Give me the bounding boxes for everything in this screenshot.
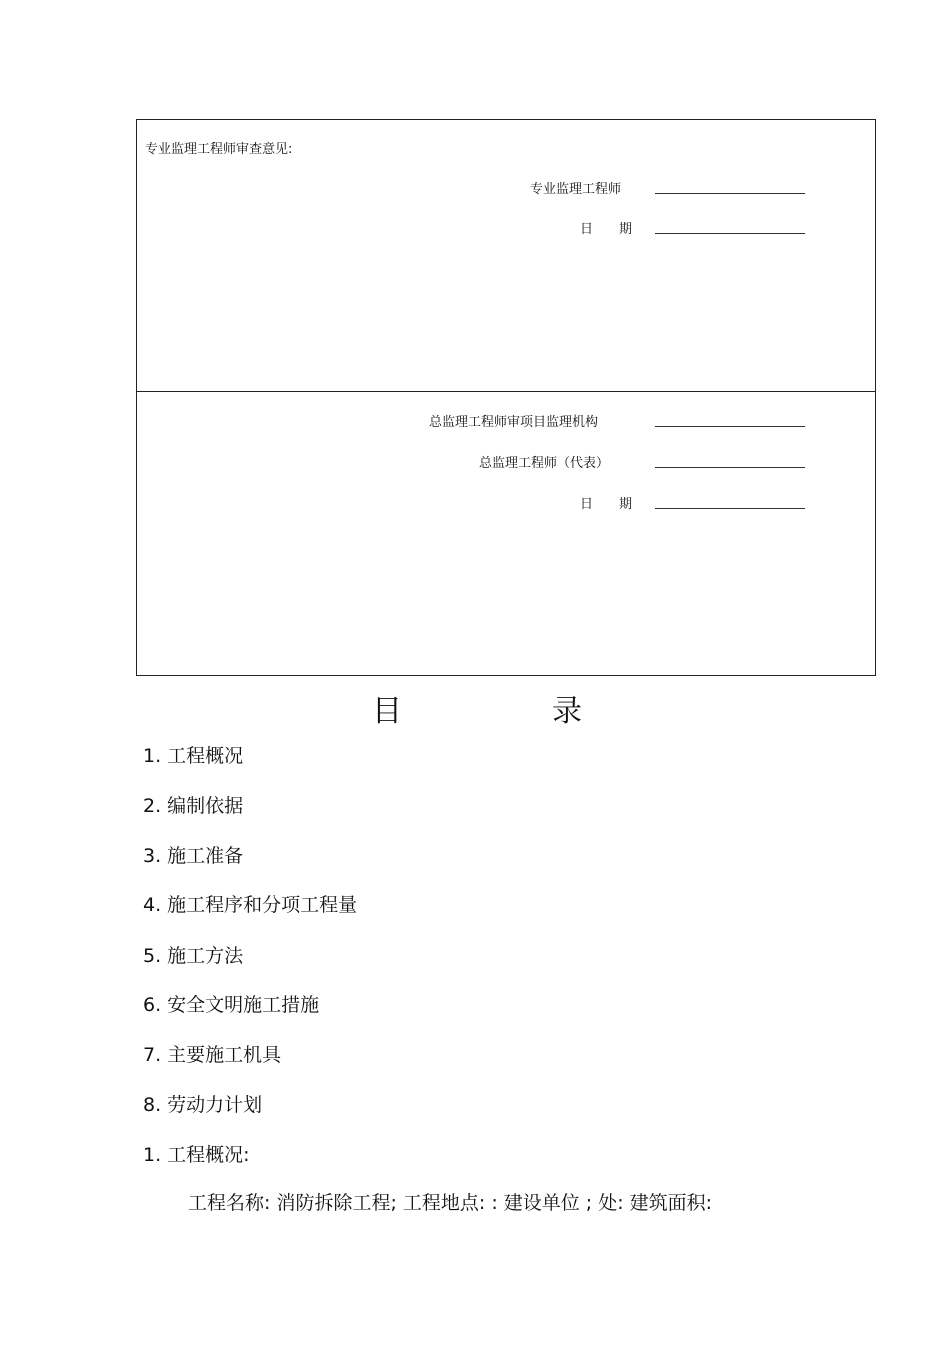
date-label-2: 日 期 bbox=[580, 497, 633, 512]
toc-item[interactable]: 6. 安全文明施工措施 bbox=[143, 994, 320, 1016]
toc-item[interactable]: 7. 主要施工机具 bbox=[143, 1044, 282, 1066]
specialist-engineer-signature-line[interactable] bbox=[655, 193, 805, 194]
chief-org-signature-line[interactable] bbox=[655, 426, 805, 427]
review-table bbox=[136, 119, 876, 676]
toc-title bbox=[372, 686, 582, 730]
project-info-line: 工程名称: 消防拆除工程; 工程地点: : 建设单位 ; 处: 建筑面积: bbox=[188, 1192, 713, 1214]
chief-engineer-signature-line[interactable] bbox=[655, 467, 805, 468]
chief-org-label: 总监理工程师审项目监理机构 bbox=[429, 415, 599, 430]
date-label-1: 日 期 bbox=[580, 222, 633, 237]
toc-item[interactable]: 8. 劳动力计划 bbox=[143, 1094, 263, 1116]
toc-title-left: 目 bbox=[372, 694, 402, 729]
chief-review-section bbox=[137, 391, 875, 675]
specialist-review-section bbox=[137, 120, 875, 392]
toc-item[interactable]: 1. 工程概况 bbox=[143, 745, 244, 767]
chief-engineer-label: 总监理工程师（代表） bbox=[479, 456, 610, 471]
specialist-opinion-label: 专业监理工程师审查意见: bbox=[145, 142, 293, 157]
toc-item[interactable]: 4. 施工程序和分项工程量 bbox=[143, 894, 358, 916]
section-heading: 1. 工程概况: bbox=[143, 1144, 250, 1166]
toc-title-right: 录 bbox=[552, 694, 582, 729]
toc-item[interactable]: 3. 施工准备 bbox=[143, 845, 244, 867]
date-signature-line-1[interactable] bbox=[655, 233, 805, 234]
specialist-engineer-label: 专业监理工程师 bbox=[530, 182, 622, 197]
date-signature-line-2[interactable] bbox=[655, 508, 805, 509]
toc-item[interactable]: 5. 施工方法 bbox=[143, 945, 244, 967]
toc-item[interactable]: 2. 编制依据 bbox=[143, 795, 244, 817]
